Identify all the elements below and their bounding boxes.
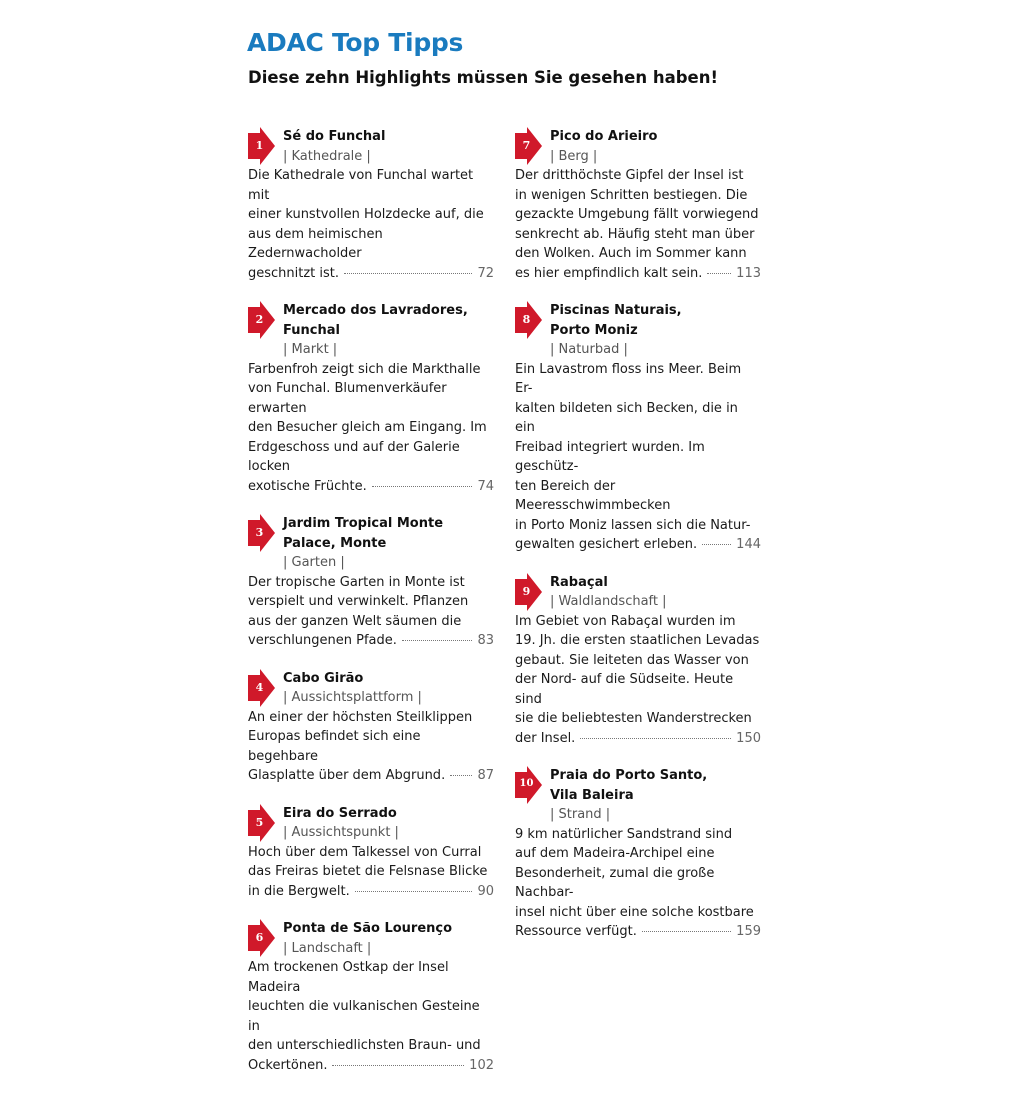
highlight-category: | Strand | — [550, 807, 611, 822]
highlight-category: | Aussichtsplattform | — [283, 690, 422, 705]
highlight-description-end: Glasplatte über dem Abgrund. — [248, 768, 446, 783]
highlight-last-line — [248, 264, 494, 284]
page-number: 90 — [477, 883, 494, 899]
dotted-leader — [580, 738, 731, 739]
highlight-description-end: der Insel. — [515, 730, 576, 746]
highlight-last-line — [248, 477, 494, 497]
left-column — [248, 127, 494, 1093]
highlight-title: Rabaçal — [550, 574, 608, 590]
highlight-title: Jardim Tropical Monte — [283, 516, 444, 531]
page-number: 150 — [736, 730, 761, 746]
red-arrow-badge-icon — [248, 804, 276, 842]
highlight-last-line — [515, 264, 761, 284]
highlight-description: Am trockenen Ostkap der Insel Madeira leuchten die vulkanischen Gesteine in den unterschiedlichsten Braun- und — [248, 960, 481, 1053]
highlight-category: | Garten | — [283, 555, 345, 570]
highlight-entry — [248, 669, 494, 786]
red-arrow-badge-icon — [248, 127, 276, 165]
highlight-description-end: es hier empfindlich kalt sein. — [515, 265, 703, 281]
page-number: 144 — [736, 537, 761, 552]
highlight-entry — [248, 919, 494, 1075]
highlight-number: 5 — [255, 815, 264, 829]
highlight-category: | Naturbad | — [550, 342, 628, 357]
right-column — [515, 127, 761, 960]
red-arrow-badge-icon — [515, 573, 543, 611]
highlight-description-end: verschlungenen Pfade. — [248, 633, 397, 648]
highlight-title: Sé do Funchal — [283, 129, 386, 144]
red-arrow-badge-icon — [515, 301, 543, 339]
highlight-title: Mercado dos Lavradores, — [283, 303, 468, 318]
highlight-title: Ponta de São Lourenço — [283, 921, 453, 936]
red-arrow-badge-icon — [515, 766, 543, 804]
red-arrow-badge-icon — [248, 514, 276, 552]
dotted-leader — [355, 891, 473, 892]
page-number: 87 — [477, 768, 494, 783]
highlight-number: 2 — [255, 313, 264, 326]
highlight-last-line — [515, 922, 761, 942]
highlight-number: 9 — [522, 584, 531, 598]
highlight-title: Praia do Porto Santo, — [550, 768, 708, 783]
highlight-category: | Markt | — [283, 342, 338, 357]
highlight-description-end: Ockertönen. — [248, 1057, 328, 1073]
highlight-title: Eira do Serrado — [283, 805, 397, 821]
highlight-description: Die Kathedrale von Funchal wartet mit einer kunstvollen Holzdecke auf, die aus dem heimischen Zedernwacholder — [248, 168, 484, 261]
highlight-last-line — [248, 631, 494, 651]
highlight-description-end: geschnitzt ist. — [248, 265, 340, 281]
highlight-entry — [248, 514, 494, 651]
highlight-description-end: Ressource verfügt. — [515, 924, 637, 939]
highlight-description: Ein Lavastrom floss ins Meer. Beim Er- kalten bildeten sich Becken, die in ein Freibad integriert wurden. Im geschütz- ten Bereich der Meeresschwimmbecken in Porto Moniz lassen sich die Natur- — [515, 361, 751, 533]
highlight-category: | Kathedrale | — [283, 148, 371, 164]
highlight-entry — [248, 127, 494, 283]
highlight-number: 7 — [522, 139, 531, 152]
highlight-last-line — [248, 1056, 494, 1076]
highlight-last-line — [248, 882, 494, 902]
highlight-entry — [248, 804, 494, 902]
highlight-number: 3 — [255, 526, 264, 539]
page-title: ADAC Top Tipps — [247, 28, 464, 57]
dotted-leader — [707, 273, 731, 274]
highlight-category: | Waldlandschaft | — [550, 594, 667, 609]
highlight-last-line — [515, 729, 761, 749]
page-number: 83 — [477, 633, 494, 648]
dotted-leader — [344, 273, 472, 274]
highlight-number: 1 — [255, 139, 264, 152]
dotted-leader — [402, 640, 473, 641]
dotted-leader — [702, 544, 731, 545]
highlight-description: Farbenfroh zeigt sich die Markthalle von Funchal. Blumenverkäufer erwarten den Besucher gleich am Eingang. Im Erdgeschoss und auf der Galerie locken — [248, 361, 487, 474]
highlight-title: Cabo Girão — [283, 670, 364, 686]
dotted-leader — [642, 931, 731, 932]
highlight-title: Pico do Arieiro — [550, 129, 658, 144]
highlight-description-end: exotische Früchte. — [248, 478, 367, 494]
highlight-description: Hoch über dem Talkessel von Curral das Freiras bietet die Felsnase Blicke — [248, 844, 488, 879]
dotted-leader — [332, 1065, 464, 1066]
highlight-category: | Aussichtspunkt | — [283, 825, 399, 840]
highlight-number: 4 — [255, 680, 264, 694]
page-number: 74 — [477, 478, 494, 494]
highlight-description-end: gewalten gesichert erleben. — [515, 537, 698, 552]
red-arrow-badge-icon — [248, 919, 276, 957]
highlight-title: Funchal — [283, 322, 340, 338]
red-arrow-badge-icon — [248, 669, 276, 707]
red-arrow-badge-icon — [515, 127, 543, 165]
page-number: 102 — [469, 1057, 494, 1073]
highlight-description: Im Gebiet von Rabaçal wurden im 19. Jh. die ersten staatlichen Levadas gebaut. Sie leiteten das Wasser von der Nord- auf die Südseite. Heute sind sie die beliebtesten Wanderstrecken — [515, 613, 760, 726]
highlight-last-line — [515, 535, 761, 555]
highlight-category: | Berg | — [550, 148, 598, 164]
highlight-entry — [515, 301, 761, 555]
highlight-number: 10 — [519, 778, 534, 789]
red-arrow-badge-icon — [248, 301, 276, 339]
highlight-entry — [515, 573, 761, 749]
highlight-entry — [515, 766, 761, 942]
highlight-category: | Landschaft | — [283, 940, 372, 956]
highlight-title: Vila Baleira — [550, 787, 634, 803]
highlight-entry — [248, 301, 494, 496]
highlight-title: Porto Moniz — [550, 322, 638, 338]
page-number: 113 — [736, 265, 761, 281]
highlight-number: 6 — [255, 931, 264, 944]
page-number: 72 — [477, 265, 494, 281]
highlight-description: Der dritthöchste Gipfel der Insel ist in wenigen Schritten bestiegen. Die gezackte Umgebung fällt vorwiegend senkrecht ab. Häufig steht man über den Wolken. Auch im Sommer kann — [515, 168, 759, 261]
highlight-last-line — [248, 766, 494, 786]
highlight-number: 8 — [522, 313, 531, 326]
highlight-description: Der tropische Garten in Monte ist verspielt und verwinkelt. Pflanzen aus der ganzen Welt säumen die — [248, 574, 469, 629]
dotted-leader — [372, 486, 473, 487]
highlight-title: Palace, Monte — [283, 535, 387, 551]
page-subtitle: Diese zehn Highlights müssen Sie gesehen haben! — [248, 68, 719, 87]
dotted-leader — [450, 775, 472, 776]
page-number: 159 — [736, 924, 761, 939]
highlight-description: 9 km natürlicher Sandstrand sind auf dem Madeira-Archipel eine Besonderheit, zumal die große Nachbar- insel nicht über eine solche kostbare — [515, 826, 754, 920]
highlight-description: An einer der höchsten Steilklippen Europas befindet sich eine begehbare — [248, 709, 473, 764]
highlight-title: Piscinas Naturais, — [550, 303, 682, 318]
highlight-entry — [515, 127, 761, 283]
highlight-description-end: in die Bergwelt. — [248, 883, 350, 899]
